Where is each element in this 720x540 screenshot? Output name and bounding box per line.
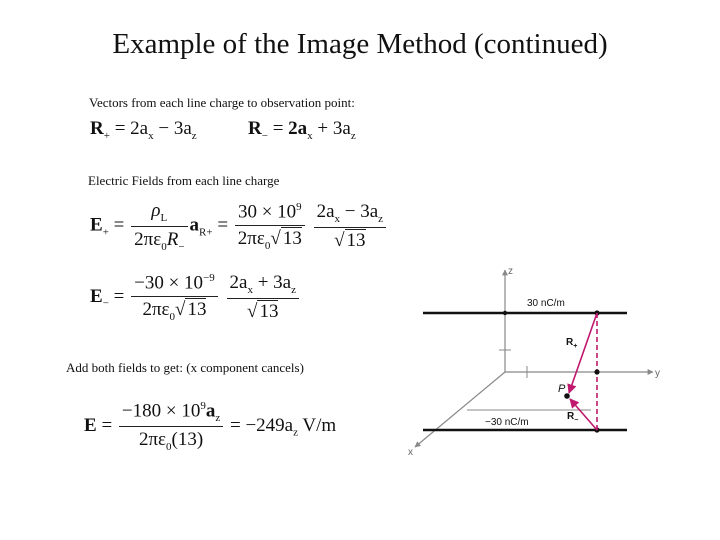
upper-line-origin-dot (503, 311, 507, 315)
axis-y-label: y (655, 368, 660, 379)
caption-sum: Add both fields to get: (x component cancels) (66, 360, 304, 375)
equation-r-plus: $R_+ = 2a_x - 3a_z$ (90, 118, 197, 142)
equation-r-minus: $R_- = 2a_x + 3a_z$ (248, 118, 356, 142)
upper-line-label: 30 nC/m (527, 298, 565, 309)
r-minus-label: $R_-$ (567, 411, 579, 424)
equation-e-minus: $E_-$ = $\frac{-30 \times 10^{-9}}{2\pi\varepsilon_0√ 13}$ $\frac{2a_x + 3a_z}{√ 13}$ (90, 272, 301, 323)
r-plus-vector (569, 313, 597, 393)
point-label: P (558, 383, 566, 395)
observation-axis-dot (594, 369, 599, 374)
equation-e-plus: $E_+$ = $\frac{\rho_L}{2\pi\varepsilon_0R_-}$ $a_{R+}$ = $\frac{30 \times 10^9}{2\pi\varepsilon_0√ 13}$ $\frac{2a_x - 3a_z}{√ 13}$ (90, 200, 388, 253)
axis-x-label: x (408, 447, 413, 458)
equation-e-total: E = $\frac{-180 \times 10^9a_z}{2\pi\varepsilon_0(13)}$ = $-249a_z$ V/m (84, 400, 337, 453)
r-plus-label: $R_+$ (566, 337, 578, 350)
line-charge-figure (395, 262, 675, 462)
caption-vectors: Vectors from each line charge to observation point: (89, 95, 355, 110)
axis-z-label: z (508, 266, 513, 277)
caption-fields: Electric Fields from each line charge (88, 173, 280, 188)
lower-line-label: −30 nC/m (485, 417, 529, 428)
page-title: Example of the Image Method (continued) (112, 28, 608, 60)
